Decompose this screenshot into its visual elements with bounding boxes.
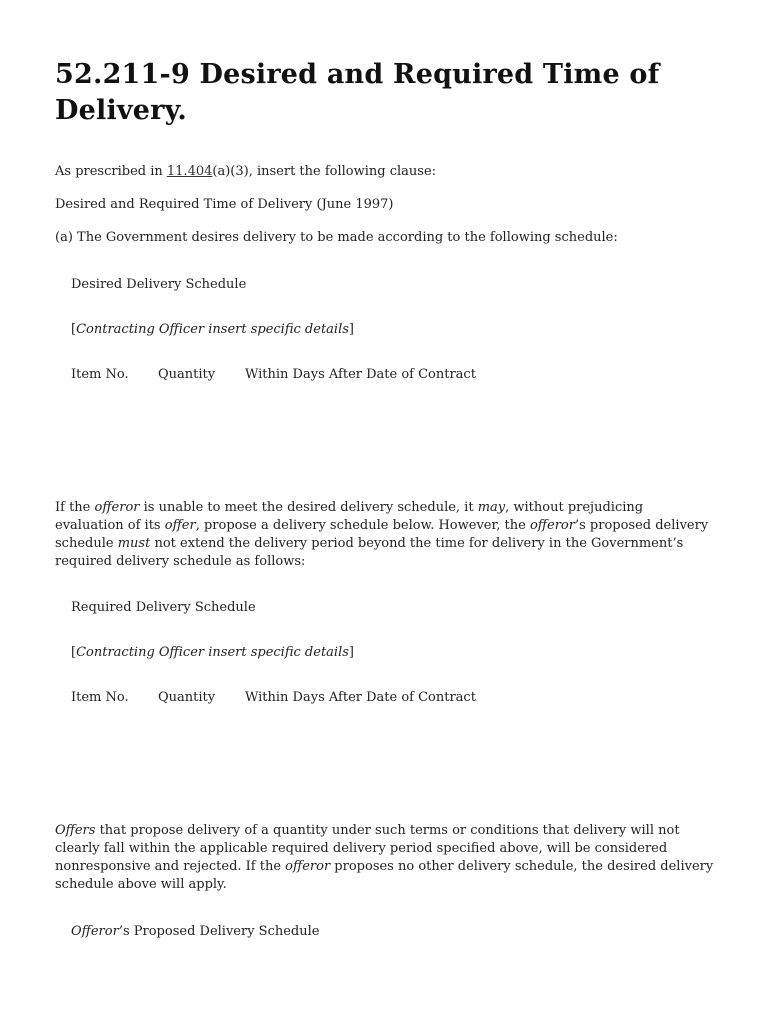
italic-term-offeror: offeror	[285, 859, 331, 874]
paragraph-a: (a) The Government desires delivery to be made according to the following schedule:	[55, 230, 618, 245]
italic-term-offeror: offeror	[529, 518, 575, 533]
required-schedule-officer-note	[55, 644, 715, 662]
text-run: , without prejudicing evaluation of its	[55, 500, 644, 533]
proposed-schedule-title	[55, 923, 715, 941]
clause-title: Desired and Required Time of Delivery (June 1997)	[55, 197, 394, 212]
offeror-paragraph	[55, 499, 715, 571]
italic-term-may: may	[477, 500, 506, 515]
column-header-item-no: Item No.	[71, 690, 129, 705]
italic-term-offer: offer	[164, 518, 196, 533]
note-open-bracket: [	[71, 645, 77, 660]
column-header-within-days: Within Days After Date of Contract	[245, 690, 476, 705]
note-text: Contracting Officer insert specific details	[76, 322, 349, 337]
italic-term-offers: Offers	[55, 823, 96, 838]
desired-schedule-title: Desired Delivery Schedule	[71, 277, 247, 292]
regulation-link-11-404[interactable]: 11.404	[166, 164, 213, 179]
note-close-bracket: ]	[348, 645, 354, 660]
intro-text-after: (a)(3), insert the following clause:	[212, 164, 437, 179]
italic-term-must: must	[117, 536, 151, 551]
italic-term-offeror: Offeror	[71, 924, 119, 939]
note-text: Contracting Officer insert specific details	[76, 645, 349, 660]
desired-schedule-column-headers	[55, 366, 715, 384]
text-run: is unable to meet the desired delivery schedule, it	[139, 500, 478, 515]
column-header-quantity: Quantity	[158, 367, 216, 382]
column-header-item-no: Item No.	[71, 367, 129, 382]
page-title: 52.211-9 Desired and Required Time of Delivery.	[55, 59, 660, 126]
offers-paragraph	[55, 822, 715, 894]
note-close-bracket: ]	[348, 322, 354, 337]
text-run: proposes no other delivery schedule, the desired delivery schedule above will apply.	[55, 859, 714, 892]
text-run: If the	[55, 500, 95, 515]
note-open-bracket: [	[71, 322, 77, 337]
intro-paragraph	[55, 163, 715, 181]
column-header-within-days: Within Days After Date of Contract	[245, 367, 476, 382]
italic-term-offeror: offeror	[94, 500, 140, 515]
intro-text-before: As prescribed in	[55, 164, 167, 179]
text-run: not extend the delivery period beyond the time for delivery in the Government’s required delivery schedule as follows:	[55, 536, 684, 569]
text-run: ’s proposed delivery schedule	[55, 518, 709, 551]
text-run: , propose a delivery schedule below. However, the	[195, 518, 530, 533]
column-header-quantity: Quantity	[158, 690, 216, 705]
desired-schedule-officer-note	[55, 321, 715, 339]
required-schedule-column-headers	[55, 689, 715, 707]
proposed-schedule-title-text: ’s Proposed Delivery Schedule	[118, 924, 320, 939]
text-run: that propose delivery of a quantity under such terms or conditions that delivery will not clearly fall within the applicable required delivery period specified above, will be considered nonresponsive and rejected. If the	[55, 823, 680, 874]
required-schedule-title: Required Delivery Schedule	[71, 600, 256, 615]
